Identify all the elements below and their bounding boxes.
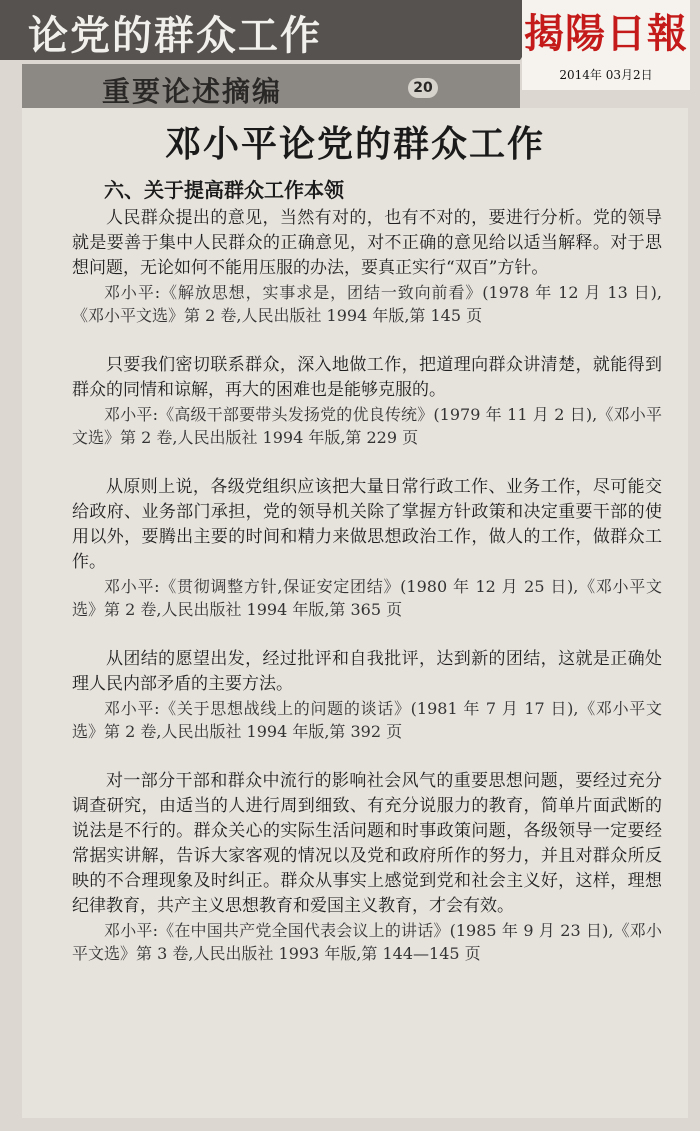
quote-citation: 邓小平:《贯彻调整方针,保证安定团结》(1980 年 12 月 25 日),《邓小平文选》第 2 卷,人民出版社 1994 年版,第 365 页 [72,577,662,619]
quote-text: 从团结的愿望出发，经过批评和自我批评，达到新的团结，这就是正确处理人民内部矛盾的主要方法。 [72,649,662,694]
quote-citation: 邓小平:《高级干部要带头发扬党的优良传统》(1979 年 11 月 2 日),《邓小平文选》第 2 卷,人民出版社 1994 年版,第 229 页 [72,405,662,447]
publication-date: 2014年 03月2日 [559,68,653,82]
header-title: 论党的群众工作 [28,13,322,59]
quote-block [72,475,662,621]
article-title: 邓小平论党的群众工作 [164,124,545,165]
quote-list [72,206,662,965]
quote-citation: 邓小平:《在中国共产党全国代表会议上的讲话》(1985 年 9 月 23 日),《邓小平文选》第 3 卷,人民出版社 1993 年版,第 144—145 页 [72,921,662,963]
quote-text: 只要我们密切联系群众，深入地做工作，把道理向群众讲清楚，就能得到群众的同情和谅解，再大的困难也是能够克服的。 [72,355,662,400]
article-body [22,108,688,1118]
quote-citation: 邓小平:《解放思想，实事求是，团结一致向前看》(1978 年 12 月 13 日),《邓小平文选》第 2 卷,人民出版社 1994 年版,第 145 页 [72,283,662,325]
newspaper-logo: 揭陽日報 [524,10,688,57]
subheader-title: 重要论述摘编 [102,75,283,108]
header-band [0,0,520,60]
quote-block [72,647,662,743]
quote-citation: 邓小平:《关于思想战线上的问题的谈话》(1981 年 7 月 17 日),《邓小平文选》第 2 卷,人民出版社 1994 年版,第 392 页 [72,699,662,741]
quote-text: 从原则上说，各级党组织应该把大量日常行政工作、业务工作，尽可能交给政府、业务部门承担，党的领导机关除了掌握方针政策和决定重要干部的使用以外，要腾出主要的时间和精力来做思想政治工作，做人的工作，做群众工作。 [72,477,662,572]
quote-block [72,206,662,327]
subheader-band [22,64,520,108]
quote-text: 人民群众提出的意见，当然有对的，也有不对的，要进行分析。党的领导就是要善于集中人民群众的正确意见，对不正确的意见给以适当解释。对于思想问题，无论如何不能用压服的办法，要真正实行“双百”方针。 [72,208,662,278]
issue-number-badge: 20 [408,78,438,98]
quote-text: 对一部分干部和群众中流行的影响社会风气的重要思想问题，要经过充分调查研究，由适当的人进行周到细致、有充分说服力的教育，简单片面武断的说法是不行的。群众关心的实际生活问题和时事政策问题，各级领导一定要经常据实讲解，告诉大家客观的情况以及党和政府所作的努力，并且对群众所反映的不合理现象及时纠正。群众从事实上感觉到党和社会主义好，这样，理想纪律教育，共产主义思想教育和爱国主义教育，才会有效。 [72,771,662,916]
section-heading: 六、关于提高群众工作本领 [104,178,344,202]
quote-block [72,769,662,965]
newspaper-masthead [522,0,690,90]
quote-block [72,353,662,449]
